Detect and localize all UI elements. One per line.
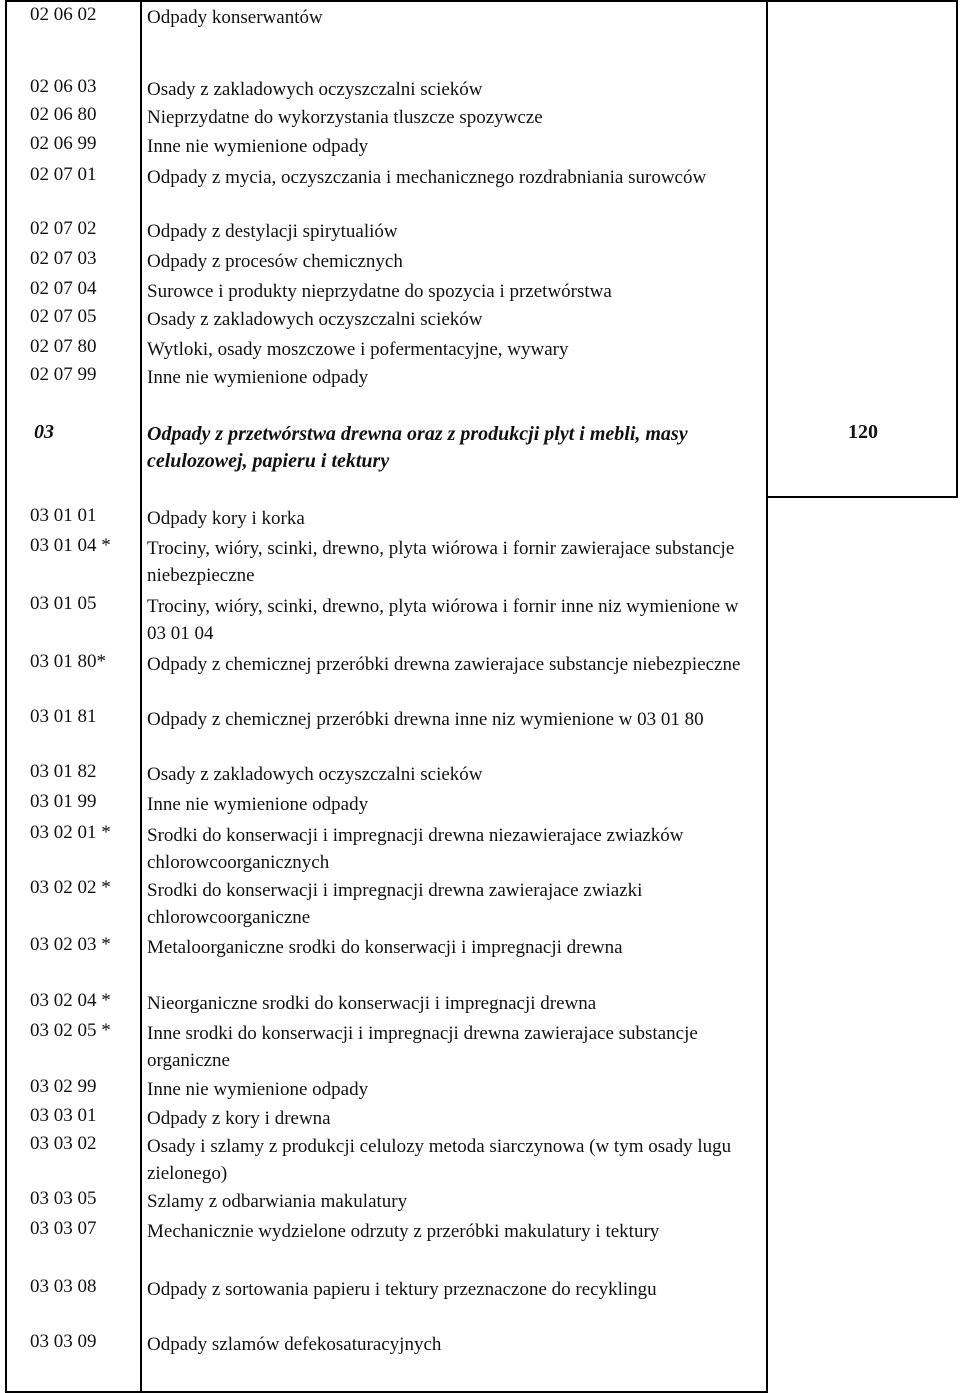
- waste-description: Metaloorganiczne srodki do konserwacji i impregnacji drewna: [147, 937, 623, 958]
- waste-description: Nieorganiczne srodki do konserwacji i impregnacji drewna: [147, 993, 597, 1014]
- waste-code: 02 07 80: [30, 336, 97, 357]
- waste-description: Odpady z sortowania papieru i tektury przeznaczone do recyklingu: [147, 1279, 657, 1300]
- waste-description: Odpady z przetwórstwa drewna oraz z produkcji plyt i mebli, masy celulozowej, papieru i tektury: [147, 423, 688, 472]
- waste-code: 02 06 80: [30, 104, 97, 125]
- waste-code: 02 06 02: [30, 4, 97, 25]
- quantity-value: 120: [848, 421, 878, 443]
- waste-description: Inne nie wymienione odpady: [147, 136, 369, 157]
- waste-description: Odpady z chemicznej przeróbki drewna zawierajace substancje niebezpieczne: [147, 654, 741, 675]
- waste-code: 03 02 02 *: [30, 877, 111, 898]
- waste-description: Trociny, wióry, scinki, drewno, plyta wiórowa i fornir inne niz wymienione w 03 01 04: [147, 596, 739, 644]
- waste-description: Srodki do konserwacji i impregnacji drewna zawierajace zwiazki chlorowcoorganiczne: [147, 880, 643, 928]
- waste-code: 02 07 99: [30, 364, 97, 385]
- waste-code: 03 01 81: [30, 706, 97, 727]
- waste-code: 03 01 05: [30, 593, 97, 614]
- waste-code: 02 07 02: [30, 218, 97, 239]
- waste-code: 03 02 05 *: [30, 1020, 111, 1041]
- table-border-left: [5, 0, 7, 1393]
- waste-description: Osady z zakladowych oczyszczalni scieków: [147, 79, 483, 100]
- waste-code: 03 02 03 *: [30, 934, 111, 955]
- table-border-right-top: [956, 0, 958, 498]
- waste-code: 03 02 04 *: [30, 990, 111, 1011]
- waste-code: 03 03 02: [30, 1133, 97, 1154]
- waste-description: Odpady z kory i drewna: [147, 1108, 331, 1129]
- waste-description: Inne nie wymienione odpady: [147, 367, 369, 388]
- waste-description: Odpady konserwantów: [147, 7, 323, 28]
- waste-description: Osady z zakladowych oczyszczalni scieków: [147, 764, 483, 785]
- waste-code: 03 01 82: [30, 761, 97, 782]
- waste-description: Odpady z destylacji spirytualiów: [147, 221, 398, 242]
- waste-code: 03 01 99: [30, 791, 97, 812]
- waste-description: Odpady z mycia, oczyszczania i mechanicznego rozdrabniania surowców: [147, 167, 707, 188]
- table-border-top: [5, 0, 958, 2]
- group-row-bottom-border: [766, 496, 958, 498]
- waste-description: Surowce i produkty nieprzydatne do spozycia i przetwórstwa: [147, 281, 612, 302]
- waste-code: 03 03 08: [30, 1276, 97, 1297]
- waste-code: 02 06 99: [30, 133, 97, 154]
- column-divider-code: [140, 0, 142, 1393]
- waste-code: 03 03 05: [30, 1188, 97, 1209]
- waste-description: Odpady szlamów defekosaturacyjnych: [147, 1334, 442, 1355]
- waste-code: 03 01 80*: [30, 651, 106, 672]
- waste-code: 02 06 03: [30, 76, 97, 97]
- waste-description: Osady i szlamy z produkcji celulozy metoda siarczynowa (w tym osady lugu zielonego): [147, 1136, 732, 1184]
- waste-code: 03 03 07: [30, 1218, 97, 1239]
- waste-code: 03 01 04 *: [30, 535, 111, 556]
- waste-description: Inne nie wymienione odpady: [147, 794, 369, 815]
- waste-description: Mechanicznie wydzielone odrzuty z przeróbki makulatury i tektury: [147, 1221, 660, 1242]
- waste-code: 02 07 05: [30, 306, 97, 327]
- waste-code: 03 03 09: [30, 1331, 97, 1352]
- waste-code: 02 07 04: [30, 278, 97, 299]
- waste-description: Odpady z chemicznej przeróbki drewna inne niz wymienione w 03 01 80: [147, 709, 704, 730]
- column-divider-description: [766, 0, 768, 1393]
- waste-code: 02 07 01: [30, 164, 97, 185]
- waste-description: Odpady z procesów chemicznych: [147, 251, 403, 272]
- waste-description: Srodki do konserwacji i impregnacji drewna niezawierajace zwiazków chlorowcoorganicznych: [147, 825, 684, 873]
- waste-description: Szlamy z odbarwiania makulatury: [147, 1191, 408, 1212]
- waste-code: 03 03 01: [30, 1105, 97, 1126]
- waste-description: Inne nie wymienione odpady: [147, 1079, 369, 1100]
- waste-description: Osady z zakladowych oczyszczalni scieków: [147, 309, 483, 330]
- waste-code: 03: [34, 421, 54, 443]
- waste-code: 03 01 01: [30, 505, 97, 526]
- waste-description: Inne srodki do konserwacji i impregnacji drewna zawierajace substancje organiczne: [147, 1023, 698, 1071]
- waste-description: Nieprzydatne do wykorzystania tluszcze spozywcze: [147, 107, 543, 128]
- waste-code: 03 02 01 *: [30, 822, 111, 843]
- waste-description: Trociny, wióry, scinki, drewno, plyta wiórowa i fornir zawierajace substancje niebezpieczne: [147, 538, 735, 586]
- waste-code: 03 02 99: [30, 1076, 97, 1097]
- waste-code: 02 07 03: [30, 248, 97, 269]
- waste-description: Wytloki, osady moszczowe i pofermentacyjne, wywary: [147, 339, 569, 360]
- waste-description: Odpady kory i korka: [147, 508, 305, 529]
